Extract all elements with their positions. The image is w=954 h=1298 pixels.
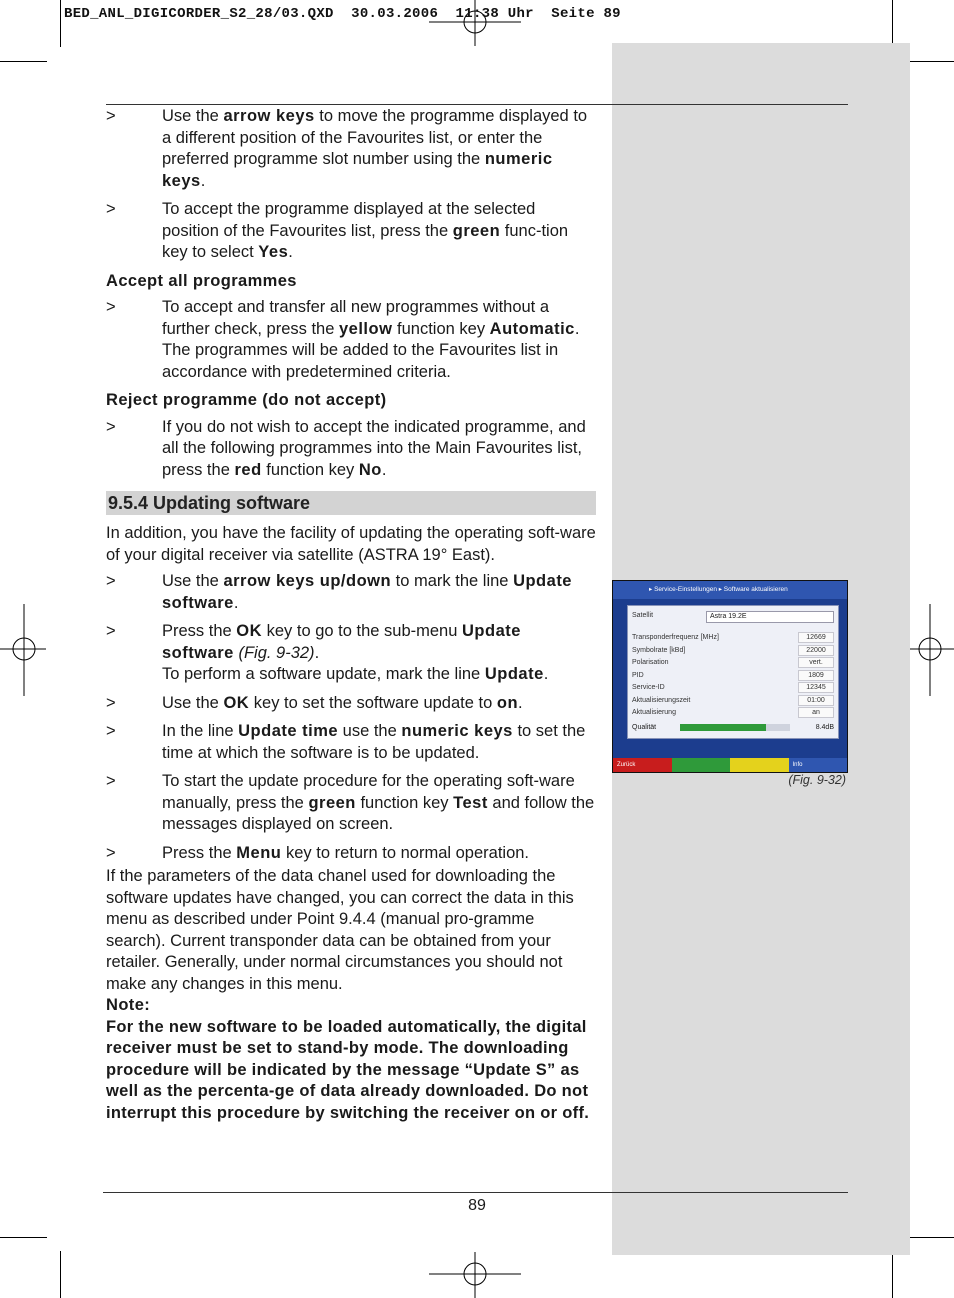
top-rule: [106, 104, 848, 105]
bullet-text: To start the update procedure for the operating soft-ware manually, press the green function key Test and follow the messages displayed on screen.: [162, 772, 595, 833]
bullet-text: In the line Update time use the numeric keys to set the time at which the software is to be updated.: [162, 722, 586, 762]
figure-row: Service-ID 12345: [632, 682, 834, 693]
figure-caption: (Fig. 9-32): [788, 773, 846, 787]
figure-row: Polarisation vert.: [632, 657, 834, 668]
bullet-text: If you do not wish to accept the indicated programme, and all the following programmes into the Main Favourites list, press the red function key No.: [162, 417, 586, 479]
crop-mark: [892, 0, 893, 47]
bottom-rule: [103, 1192, 848, 1193]
figure-satellite-value: Astra 19.2E: [706, 611, 834, 623]
figure-settings-panel: [627, 605, 839, 739]
crop-mark: [0, 1237, 47, 1238]
note-label: Note:: [106, 996, 151, 1014]
crop-mark: [892, 1251, 893, 1298]
bullet-item: [106, 106, 596, 192]
crop-mark: [60, 1251, 61, 1298]
bullet-marker: >: [106, 693, 116, 712]
bullet-item: [106, 571, 596, 614]
bullet-marker: >: [106, 843, 116, 862]
bullet-text: To accept and transfer all new programmes without a further check, press the yellow function key Automatic. The programmes will be added to the Favourites list in accordance with predetermined criteria.: [162, 298, 580, 381]
bullet-item: [106, 621, 596, 686]
figure-row: Transponderfrequenz [MHz] 12669: [632, 632, 834, 643]
bullet-text: Use the arrow keys to move the programme displayed to a different position of the Favourites list, or enter the preferred programme slot number using the numeric keys.: [162, 107, 588, 190]
screenshot-figure: [612, 580, 848, 773]
crop-mark: [907, 61, 954, 62]
bullet-marker: >: [106, 722, 116, 740]
main-column: [106, 106, 596, 1124]
bullet-marker: >: [106, 622, 116, 640]
registration-mark-bottom: [425, 1250, 525, 1298]
figure-row: Aktualisierung an: [632, 707, 834, 718]
bullet-marker: >: [106, 200, 116, 218]
figure-quality-bar: [680, 724, 766, 731]
bullet-item: [106, 771, 596, 836]
bullet-marker: >: [106, 298, 116, 316]
figure-menu-title: ▸ Service-Einstellungen ▸ Software aktualisieren: [613, 581, 847, 599]
crop-mark: [60, 0, 61, 47]
bullet-item: [106, 843, 596, 865]
bullet-text: Press the Menu key to return to normal operation.: [162, 843, 530, 862]
figure-row: Symbolrate [kBd] 22000: [632, 645, 834, 656]
note-body: For the new software to be loaded automatically, the digital receiver must be set to stand-by mode. The downloading procedure will be indicated by the message “Update S” as well as the percenta-ge of data already downloaded. Do not interrupt this procedure by switching the receiver on or off.: [106, 1017, 590, 1122]
subheading-reject: Reject programme (do not accept): [106, 391, 387, 409]
figure-function-keys: [613, 758, 847, 772]
bullet-item: [106, 297, 596, 383]
bullet-text: Use the arrow keys up/down to mark the line Update software.: [162, 572, 572, 612]
figure-function-key: Zurück: [613, 758, 672, 772]
figure-row: PID 1809: [632, 670, 834, 681]
bullet-marker: >: [106, 572, 116, 590]
figure-quality-row: Qualität 8.4dB: [632, 724, 834, 731]
registration-mark-left: [0, 600, 48, 700]
bullet-item: [106, 417, 596, 482]
figure-function-key: Info: [789, 758, 848, 772]
section-title: 9.5.4 Updating software: [106, 491, 596, 515]
bullet-marker: >: [106, 417, 116, 436]
intro-paragraph: In addition, you have the facility of updating the operating soft-ware of your digital receiver via satellite (ASTRA 19° East).: [106, 524, 596, 564]
figure-row-satellite: Satellit: [632, 612, 654, 619]
subheading-accept: Accept all programmes: [106, 271, 297, 290]
bullet-item: [106, 693, 596, 715]
bullet-text: To accept the programme displayed at the selected position of the Favourites list, press the green func-tion key to select Yes.: [162, 200, 569, 261]
bullet-marker: >: [106, 772, 116, 790]
outro-paragraph: If the parameters of the data chanel used for downloading the software updates have changed, you can correct the data in this menu as described under Point 9.4.4 (manual pro-gramme search). Current transponder data can be obtained from your retailer. Generally, under normal circumstances you should not make any changes in this menu.: [106, 867, 574, 993]
bullet-item: [106, 721, 596, 764]
figure-quality-track: [680, 724, 790, 731]
figure-row: Aktualisierungszeit 01:00: [632, 695, 834, 706]
page-number: 89: [468, 1197, 486, 1214]
figure-function-key: [730, 758, 789, 772]
crop-mark: [907, 1237, 954, 1238]
registration-mark-right: [906, 600, 954, 700]
crop-mark: [0, 61, 47, 62]
bullet-text: Use the OK key to set the software update to on.: [162, 693, 523, 712]
bullet-item: [106, 199, 596, 264]
bullet-marker: >: [106, 107, 116, 125]
figure-function-key: [672, 758, 731, 772]
bullet-text: Press the OK key to go to the sub-menu Update software (Fig. 9-32). To perform a software update, mark the line Update.: [162, 622, 549, 683]
print-slug: BED_ANL_DIGICORDER_S2_28/03.QXD 30.03.2006 11:38 Uhr Seite 89: [64, 6, 621, 22]
